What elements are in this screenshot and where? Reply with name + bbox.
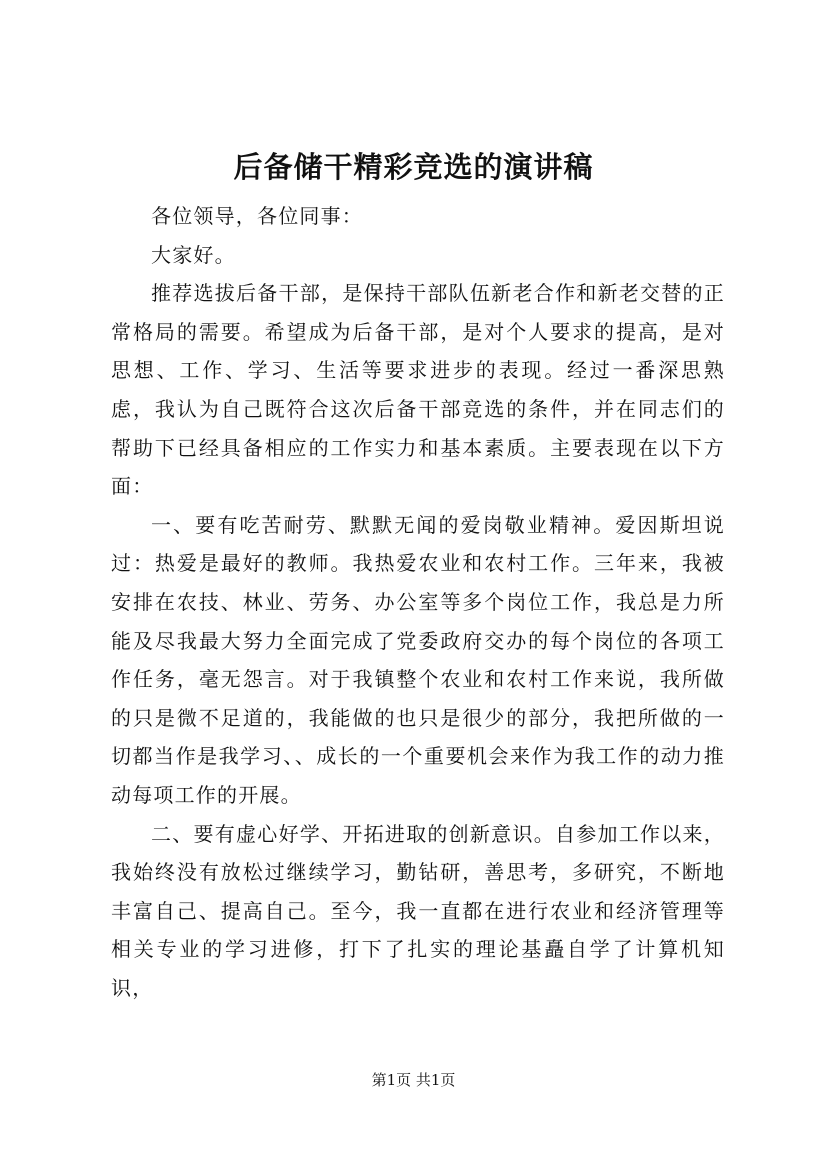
document-body xyxy=(111,197,725,1007)
paragraph-salutation: 各位领导，各位同事： xyxy=(151,204,363,228)
paragraph-point-one: 一、要有吃苦耐劳、默默无闻的爱岗敬业精神。爱因斯坦说过：热爱是最好的教师。我热爱农业和农村工作。三年来，我被安排在农技、林业、劳务、办公室等多个岗位工作，我总是力所能及尽我最大努力全面完成了党委政府交办的每个岗位的各项工作任务，毫无怨言。对于我镇整个农业和农村工作来说，我所做的只是微不足道的，我能做的也只是很少的部分，我把所做的一切都当作是我学习、、成长的一个重要机会来作为我工作的动力推动每项工作的开展。 xyxy=(111,512,725,807)
paragraph-point-two: 二、要有虚心好学、开拓进取的创新意识。自参加工作以来，我始终没有放松过继续学习，勤钻研，善思考，多研究，不断地丰富自己、提高自己。至今，我一直都在进行农业和经济管理等相关专业的学习进修，打下了扎实的理论基矗自学了计算机知识， xyxy=(111,821,725,1000)
paragraph-greeting: 大家好。 xyxy=(151,242,236,267)
document-title: 后备储干精彩竞选的演讲稿 xyxy=(233,150,594,184)
paragraph-intro: 推荐选拔后备干部，是保持干部队伍新老合作和新老交替的正常格局的需要。希望成为后备干部，是对个人要求的提高，是对思想、工作、学习、生活等要求进步的表现。经过一番深思熟虑，我认为自己既符合这次后备干部竞选的条件，并在同志们的帮助下已经具备相应的工作实力和基本素质。主要表现在以下方面： xyxy=(111,281,725,499)
page-number-footer: 第1页 共1页 xyxy=(371,1071,456,1089)
